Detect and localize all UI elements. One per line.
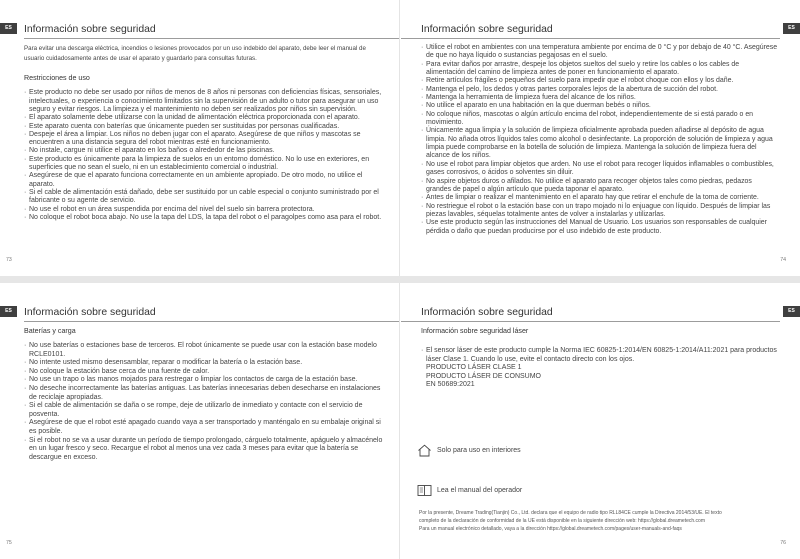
page-74 <box>401 0 800 276</box>
page-content <box>421 327 778 390</box>
read-manual-label: Lea el manual del operador <box>437 486 523 494</box>
list-item: · Si el cable de alimentación se daña o se rompe, deje de utilizarlo de inmediato y contacte con el servicio de posventa. <box>24 402 385 419</box>
indoor-use-label: Solo para uso en interiores <box>437 446 521 454</box>
batteries-list <box>24 342 385 462</box>
page-title: Información sobre seguridad <box>421 307 553 318</box>
intro-paragraph: Para evitar una descarga eléctrica, incendios o lesiones provocados por un uso indebido del aparato, debe leer el manual de usuario cuidadosamente antes de usar el aparato y guardarlo para consultas futuras. <box>24 45 366 63</box>
list-item: · Retire artículos frágiles o pequeños del suelo para impedir que el robot choque con ellos y los dañe. <box>421 77 778 85</box>
list-item: · Use este producto según las instrucciones del Manual de Usuario. Los usuarios son responsables de cualquier pérdida o daño que puedan producirse por el uso indebido de este producto. <box>421 219 778 236</box>
list-item: · El aparato solamente debe utilizarse con la unidad de alimentación eléctrica proporcionada con el aparato. <box>24 114 385 122</box>
list-item: · Este aparato cuenta con baterías que únicamente pueden ser sustituidas por personas cualificadas. <box>24 123 385 131</box>
list-item: · Asegúrese de que el aparato funciona correctamente en un ambiente apropiado. De otro modo, no utilice el aparato. <box>24 172 385 189</box>
list-item: · No aspire objetos duros o afilados. No utilice el aparato para recoger objetos tales como piedras, pedazos grandes de papel o algún artículo que pueda taponar el aparato. <box>421 178 778 195</box>
list-item: · Si el cable de alimentación está dañado, debe ser sustituido por un cable especial o conjunto suministrado por el fabricante o su agente de servicio. <box>24 189 385 206</box>
list-item: · El sensor láser de este producto cumple la Norma IEC 60825-1:2014/EN 60825-1:2014/A11:2021 para productos láser Clase 1. Cuando lo use, evite el contacto directo con los ojos. <box>421 347 778 364</box>
declaration-footer <box>419 509 780 533</box>
page-content <box>421 44 778 236</box>
list-item: · Este producto es únicamente para la limpieza de suelos en un entorno doméstico. No lo use en exteriores, en superficies que no sean el suelo, ni en un establecimiento comercial o industrial. <box>24 156 385 173</box>
title-divider <box>401 321 780 322</box>
list-item: · No deseche incorrectamente las baterías antiguas. Las baterías innecesarias deben desecharse en instalaciones de reciclaje apropiadas. <box>24 385 385 402</box>
list-item: · Si el robot no se va a usar durante un período de tiempo prolongado, cárguelo totalmente, apáguelo y almacénelo en un lugar fresco y seco. Recargue el robot al menos una vez cada 3 meses para evitar que la batería se descargue en exceso. <box>24 437 385 463</box>
page-number: 75 <box>6 540 12 546</box>
spread-bottom <box>0 283 800 559</box>
restrictions-list <box>24 89 385 222</box>
laser-list <box>421 347 778 364</box>
classification-line: PRODUCTO LÁSER CLASE 1 <box>426 364 522 372</box>
page-number: 76 <box>780 540 786 546</box>
page-content <box>24 44 385 222</box>
list-item: · No coloque la estación base cerca de una fuente de calor. <box>24 368 385 377</box>
laser-classification <box>421 364 778 390</box>
list-item: · No use un trapo o las manos mojados para restregar o limpiar los contactos de carga de la estación base. <box>24 376 385 385</box>
list-item: · No intente usted mismo desensamblar, reparar o modificar la batería o la estación base. <box>24 359 385 368</box>
list-item: · No use el robot en un área suspendida por encima del nivel del suelo sin barrera protectora. <box>24 206 385 214</box>
list-item: · Antes de limpiar o realizar el mantenimiento en el aparato hay que retirar el enchufe de la toma de corriente. <box>421 194 778 202</box>
spread-top <box>0 0 800 276</box>
list-item: · Únicamente agua limpia y la solución de limpieza oficialmente aprobada pueden añadirse al depósito de agua limpia. No añada otros líquidos tales como alcohol o desinfectante. La proporción de solución de limpieza y agua limpia puede comprobarse en la botella de solución de limpieza. Mantenga la solución de limpieza fuera del alcance de los niños. <box>421 127 778 160</box>
page-title: Información sobre seguridad <box>24 24 156 35</box>
list-item: · No use el robot para limpiar objetos que arden. No use el robot para recoger líquidos inflamables o combustibles, gases corrosivos, o ácidos o solventes sin diluir. <box>421 161 778 178</box>
list-item: · No coloque niños, mascotas o algún artículo encima del robot, independientemente de si está parado o en movimiento. <box>421 111 778 128</box>
indoor-use-notice <box>417 443 521 457</box>
list-item: · No instale, cargue ni utilice el aparato en los baños o alrededor de las piscinas. <box>24 147 385 155</box>
page-number: 74 <box>780 257 786 263</box>
page-76 <box>401 283 800 559</box>
list-item: · Para evitar daños por arrastre, despeje los objetos sueltos del suelo y retire los cables o los cables de alimentación del camino de limpieza antes de poner en funcionamiento el aparato. <box>421 61 778 78</box>
house-icon <box>417 444 432 457</box>
language-tab: ES <box>0 23 17 34</box>
list-item: · Utilice el robot en ambientes con una temperatura ambiente por encima de 0 °C y por debajo de 40 °C. Asegúrese de que no haya líquido o sustancias pegajosas en el suelo. <box>421 44 778 61</box>
list-item: · No coloque el robot boca abajo. No use la tapa del LDS, la tapa del robot o el paragolpes como asa para el robot. <box>24 214 385 222</box>
title-divider <box>24 321 399 322</box>
language-tab: ES <box>783 306 800 317</box>
section-heading: Baterías y carga <box>24 327 76 335</box>
page-75 <box>0 283 400 559</box>
title-divider <box>24 38 399 39</box>
list-item: · No use baterías o estaciones base de terceros. El robot únicamente se puede usar con la estación base modelo RCLE0101. <box>24 342 385 359</box>
footer-line: Por la presente, Dreame Trading(Tianjin) Co., Ltd. declara que el equipo de radio tipo RLL84CE cumple la Directiva 2014/53/UE. El texto <box>419 510 722 516</box>
list-item: · No utilice el aparato en una habitación en la que duerman bebés o niños. <box>421 102 778 110</box>
page-number: 73 <box>6 257 12 263</box>
safety-list <box>421 44 778 236</box>
list-item: · Despeje el área a limpiar. Los niños no deben jugar con el aparato. Asegúrese de que niños y mascotas se encuentren a una distancia segura del robot mientras esté en funcionamiento. <box>24 131 385 148</box>
classification-line: PRODUCTO LÁSER DE CONSUMO <box>426 372 541 380</box>
list-item: · Este producto no debe ser usado por niños de menos de 8 años ni personas con deficiencias físicas, sensoriales, intelectuales, o experiencia o conocimiento limitados sin la supervisión de un adulto o tutor para asegurar un uso seguro y evitar riesgos. La limpieza y el mantenimiento no deben ser realizados por niños sin supervisión. <box>24 89 385 114</box>
list-item: · Asegúrese de que el robot esté apagado cuando vaya a ser transportado y manténgalo en su embalaje original si es posible. <box>24 419 385 436</box>
section-heading: Información sobre seguridad láser <box>421 327 529 335</box>
read-manual-notice <box>417 483 522 497</box>
book-icon <box>417 484 432 497</box>
language-tab: ES <box>0 306 17 317</box>
classification-line: EN 50689:2021 <box>426 381 475 389</box>
list-item: · Mantenga el pelo, los dedos y otras partes corporales lejos de la abertura de succión del robot. <box>421 86 778 94</box>
footer-line: completo de la declaración de conformidad de la UE está disponible en la siguiente dirección web: https://global.dreametech.com <box>419 518 706 524</box>
language-tab: ES <box>783 23 800 34</box>
footer-line: Para un manual electrónico detallado, vaya a la dirección https://global.dreametech.com/pages/user-manuals-and-faqs <box>419 526 682 532</box>
title-divider <box>401 38 780 39</box>
list-item: · Mantenga la herramienta de limpieza fuera del alcance de los niños. <box>421 94 778 102</box>
section-heading: Restricciones de uso <box>24 74 90 83</box>
page-title: Información sobre seguridad <box>24 307 156 318</box>
page-content <box>24 327 385 462</box>
page-title: Información sobre seguridad <box>421 24 553 35</box>
page-73 <box>0 0 400 276</box>
list-item: · No restriegue el robot o la estación base con un trapo mojado ni lo enjuague con líquido. Después de limpiar las piezas lavables, séquelas totalmente antes de volver a instalarlas y utilizarlas. <box>421 203 778 220</box>
